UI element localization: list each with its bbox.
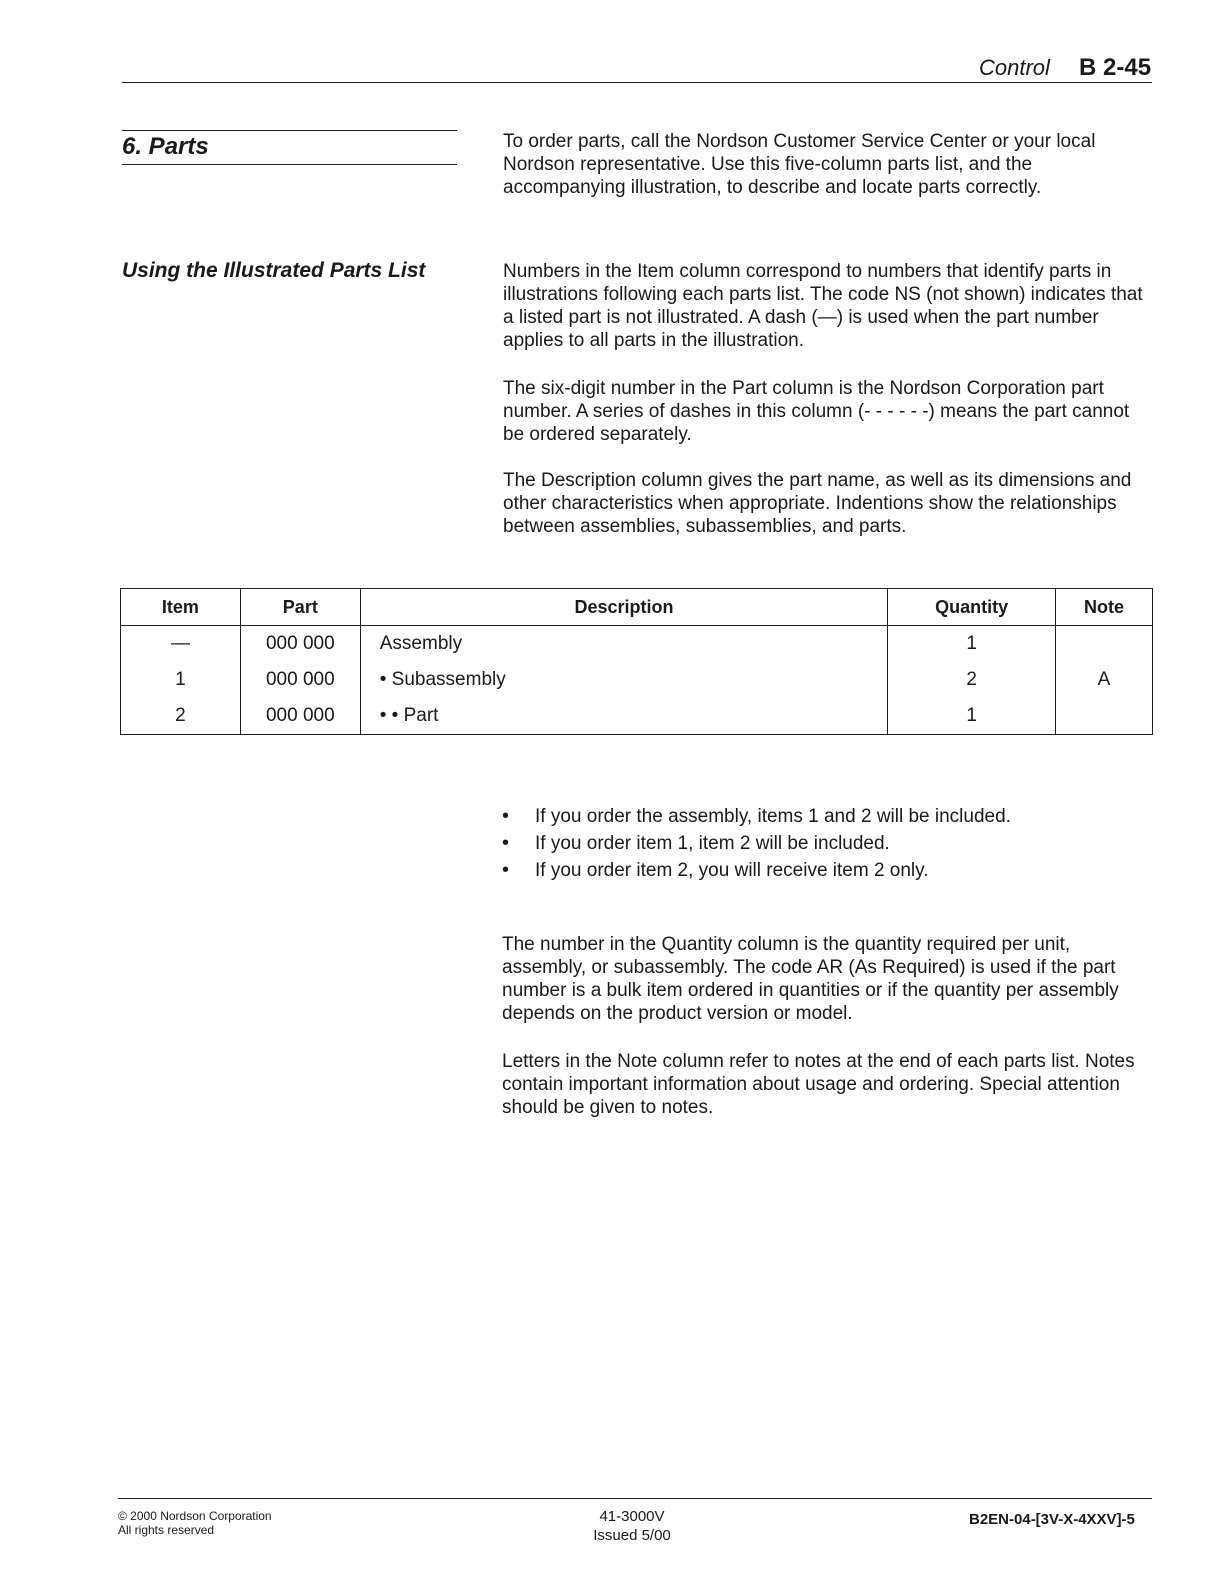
table-row xyxy=(121,698,1153,735)
header-page-number: B 2-45 xyxy=(1079,54,1152,81)
header-note: Note xyxy=(1056,589,1153,626)
ipl-para-item-column: Numbers in the Item column correspond to numbers that identify parts in illustrations following each parts list. The code NS (not shown) indicates that a listed part is not illustrated. A dash (—) is used when the part number applies to all parts in the illustration. xyxy=(503,261,1143,351)
ordering-bullet-list xyxy=(500,803,1150,884)
parts-intro-text: To order parts, call the Nordson Customer Service Center or your local Nordson representative. Use this five-column parts list, and the accompanying illustration, to describe and locate parts correctly. xyxy=(503,131,1096,198)
ipl-para-part-column: The six-digit number in the Part column is the Nordson Corporation part number. A series of dashes in this column (- - - - - -) means the part cannot be ordered separately. xyxy=(503,378,1130,445)
cell-item: 1 xyxy=(121,662,241,698)
ipl-para-description-column: The Description column gives the part name, as well as its dimensions and other characteristics when appropriate. Indentions show the relationships between assemblies, subassemblies, and parts. xyxy=(503,470,1132,537)
footer-issued: Issued 5/00 xyxy=(593,1527,671,1544)
cell-part: 000 000 xyxy=(240,662,360,698)
cell-item: 2 xyxy=(121,698,241,735)
cell-description: • Subassembly xyxy=(360,662,887,698)
header-description: Description xyxy=(360,589,887,626)
cell-item: — xyxy=(121,626,241,663)
cell-part: 000 000 xyxy=(240,698,360,735)
footer-copyright: © 2000 Nordson Corporation xyxy=(118,1509,272,1523)
footer-code: B2EN-04-[3V-X-4XXV]-5 xyxy=(969,1511,1135,1528)
parts-list-table xyxy=(120,588,1153,735)
header-part: Part xyxy=(240,589,360,626)
section-title: 6. Parts xyxy=(122,133,209,160)
list-item: • If you order item 2, you will receive item 2 only. xyxy=(500,857,1150,884)
cell-quantity: 1 xyxy=(888,626,1056,663)
footer-rights: All rights reserved xyxy=(118,1523,215,1537)
header-quantity: Quantity xyxy=(888,589,1056,626)
table-row xyxy=(121,626,1153,663)
section-bottom-rule xyxy=(122,164,457,165)
quantity-column-para: The number in the Quantity column is the quantity required per unit, assembly, or subassembly. The code AR (As Required) is used if the part number is a bulk item ordered in quantities or if the quantity per assembly depends on the product version or model. xyxy=(502,934,1119,1024)
header-rule xyxy=(122,82,1152,83)
cell-part: 000 000 xyxy=(240,626,360,663)
footer-rule xyxy=(118,1498,1152,1499)
list-item: • If you order the assembly, items 1 and 2 will be included. xyxy=(500,803,1150,830)
header-section: Control xyxy=(979,55,1050,80)
note-column-para: Letters in the Note column refer to notes at the end of each parts list. Notes contain important information about usage and ordering. Special attention should be given to notes. xyxy=(502,1051,1135,1118)
ipl-title: Using the Illustrated Parts List xyxy=(122,259,426,282)
footer-doc-number: 41-3000V xyxy=(599,1508,665,1525)
cell-note: A xyxy=(1056,662,1153,698)
cell-quantity: 2 xyxy=(888,662,1056,698)
table-row xyxy=(121,662,1153,698)
list-item: • If you order item 1, item 2 will be included. xyxy=(500,830,1150,857)
cell-description: • • Part xyxy=(360,698,887,735)
section-top-rule xyxy=(122,130,457,131)
table-header-row xyxy=(121,589,1153,626)
cell-quantity: 1 xyxy=(888,698,1056,735)
cell-description: Assembly xyxy=(360,626,887,663)
header-item: Item xyxy=(121,589,241,626)
cell-note xyxy=(1056,698,1153,735)
cell-note xyxy=(1056,626,1153,663)
